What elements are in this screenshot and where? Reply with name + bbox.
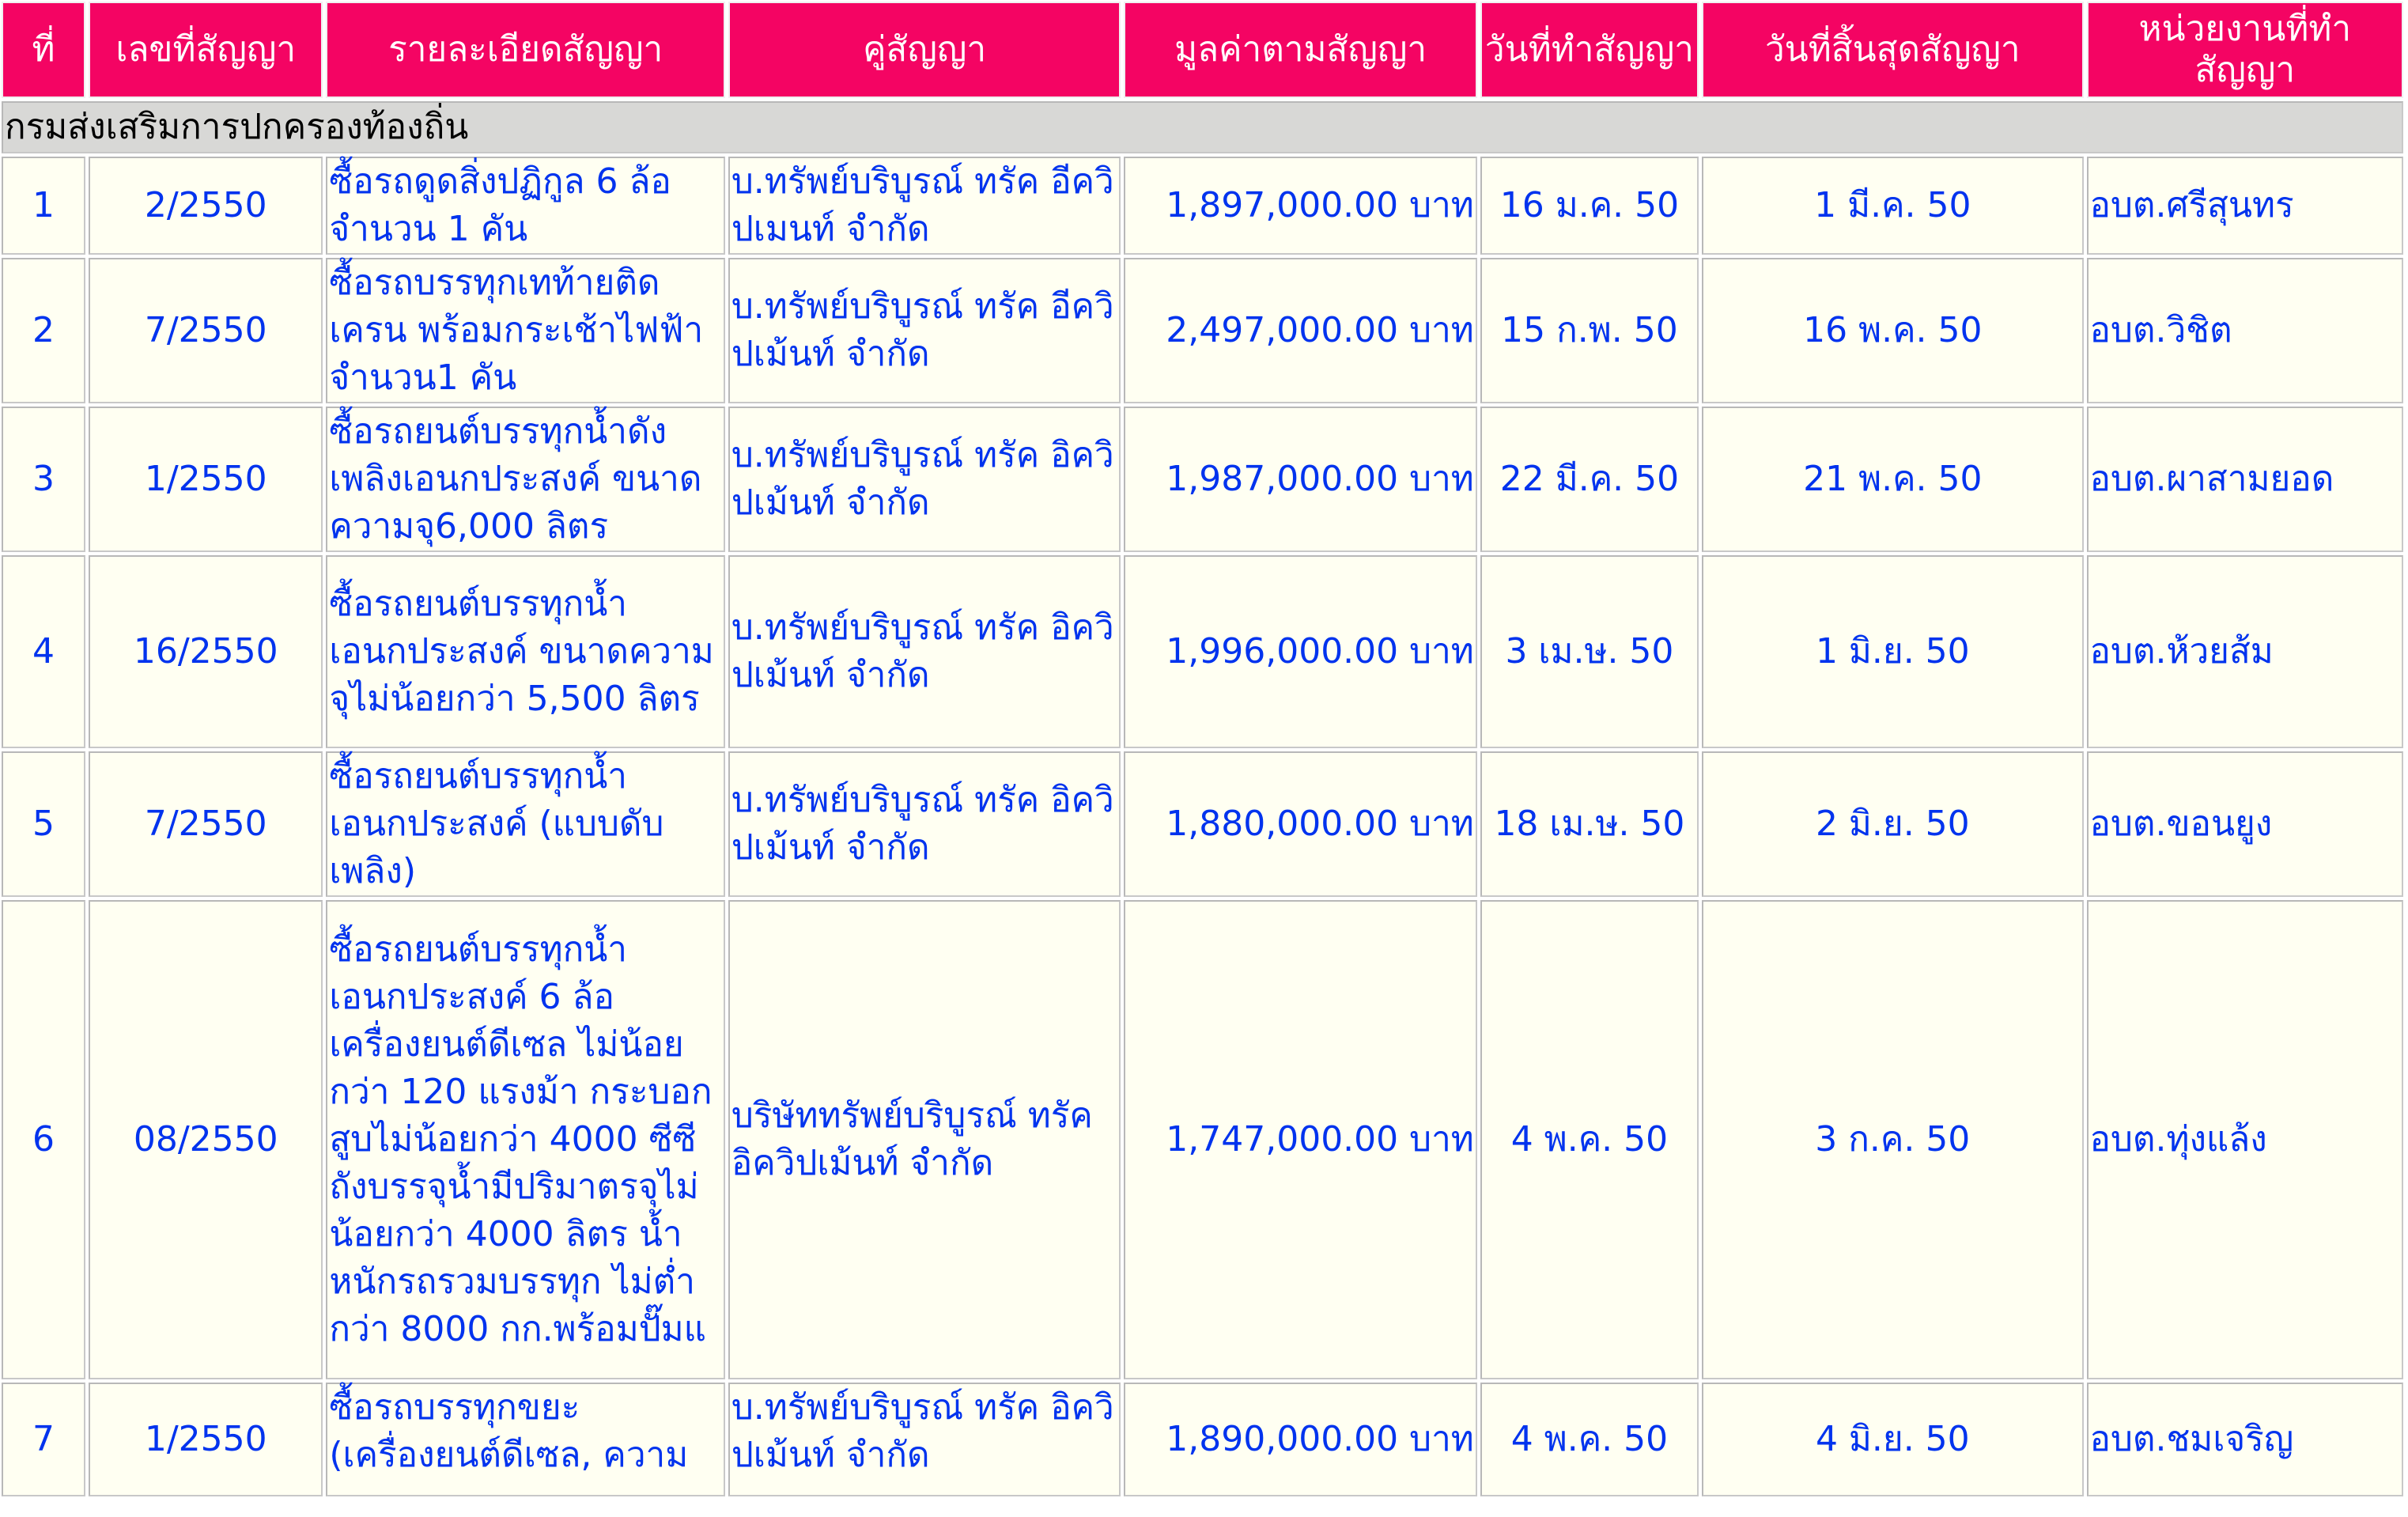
cell-contract-no: 16/2550	[89, 555, 323, 748]
cell-party: บ.ทรัพย์บริบูรณ์ ทรัค อิควิปเม้นท์ จำกัด	[728, 407, 1121, 552]
cell-value: 2,497,000.00 บาท	[1124, 258, 1476, 403]
table-row	[2, 407, 2403, 552]
cell-details: ซื้อรถยนต์บรรทุกน้ำเอนกประสงค์ 6 ล้อ เครื่องยนต์ดีเซล ไม่น้อยกว่า 120 แรงม้า กระบอกสูบไม่น้อยกว่า 4000 ซีซี ถังบรรจุน้ำมีปริมาตรจุไม่น้อยกว่า 4000 ลิตร น้ำหนักรถรวมบรรทุก ไม่ต่ำกว่า 8000 กก.พร้อมปั๊มแ	[326, 900, 725, 1379]
cell-value: 1,897,000.00 บาท	[1124, 157, 1476, 255]
cell-start-date: 15 ก.พ. 50	[1480, 258, 1699, 403]
cell-value: 1,747,000.00 บาท	[1124, 900, 1476, 1379]
cell-contract-no: 1/2550	[89, 407, 323, 552]
cell-contract-no: 7/2550	[89, 751, 323, 897]
cell-end-date: 21 พ.ค. 50	[1702, 407, 2083, 552]
cell-party: บ.ทรัพย์บริบูรณ์ ทรัค อีควิปเม้นท์ จำกัด	[728, 258, 1121, 403]
cell-end-date: 1 มี.ค. 50	[1702, 157, 2083, 255]
group-label: กรมส่งเสริมการปกครองท้องถิ่น	[2, 101, 2403, 153]
cell-party: บริษัททรัพย์บริบูรณ์ ทรัค อิควิปเม้นท์ จำกัด	[728, 900, 1121, 1379]
cell-value: 1,996,000.00 บาท	[1124, 555, 1476, 748]
cell-details: ซื้อรถยนต์บรรทุกน้ำดังเพลิงเอนกประสงค์ ขนาดความจุ6,000 ลิตร	[326, 407, 725, 552]
cell-contract-no: 1/2550	[89, 1383, 323, 1496]
cell-details: ซื้อรถยนต์บรรทุกน้ำเอนกประสงค์ ขนาดความจุไม่น้อยกว่า 5,500 ลิตร	[326, 555, 725, 748]
cell-contract-no: 7/2550	[89, 258, 323, 403]
table-row	[2, 555, 2403, 748]
cell-contract-no: 2/2550	[89, 157, 323, 255]
cell-party: บ.ทรัพย์บริบูรณ์ ทรัค อิควิปเม้นท์ จำกัด	[728, 555, 1121, 748]
header-party: คู่สัญญา	[728, 2, 1121, 98]
cell-start-date: 4 พ.ค. 50	[1480, 900, 1699, 1379]
table-row	[2, 900, 2403, 1379]
cell-end-date: 16 พ.ค. 50	[1702, 258, 2083, 403]
header-no: ที่	[2, 2, 85, 98]
cell-end-date: 2 มิ.ย. 50	[1702, 751, 2083, 897]
cell-no: 1	[2, 157, 85, 255]
header-details: รายละเอียดสัญญา	[326, 2, 725, 98]
cell-no: 2	[2, 258, 85, 403]
cell-no: 3	[2, 407, 85, 552]
cell-end-date: 1 มิ.ย. 50	[1702, 555, 2083, 748]
group-row	[2, 101, 2403, 153]
cell-party: บ.ทรัพย์บริบูรณ์ ทรัค อิควิปเม้นท์ จำกัด	[728, 751, 1121, 897]
cell-details: ซื้อรถบรรทุกเทท้ายติดเครน พร้อมกระเช้าไฟฟ้า จำนวน1 คัน	[326, 258, 725, 403]
header-row	[2, 2, 2403, 98]
cell-party: บ.ทรัพย์บริบูรณ์ ทรัค อีควิปเมนท์ จำกัด	[728, 157, 1121, 255]
header-start-date: วันที่ทำสัญญา	[1480, 2, 1699, 98]
header-contract-no: เลขที่สัญญา	[89, 2, 323, 98]
cell-details: ซื้อรถบรรทุกขยะ (เครื่องยนต์ดีเซล, ความ	[326, 1383, 725, 1496]
cell-start-date: 18 เม.ษ. 50	[1480, 751, 1699, 897]
cell-no: 6	[2, 900, 85, 1379]
cell-start-date: 22 มี.ค. 50	[1480, 407, 1699, 552]
cell-agency: อบต.ห้วยส้ม	[2087, 555, 2403, 748]
cell-start-date: 16 ม.ค. 50	[1480, 157, 1699, 255]
header-end-date: วันที่สิ้นสุดสัญญา	[1702, 2, 2083, 98]
cell-end-date: 3 ก.ค. 50	[1702, 900, 2083, 1379]
cell-contract-no: 08/2550	[89, 900, 323, 1379]
cell-start-date: 3 เม.ษ. 50	[1480, 555, 1699, 748]
cell-party: บ.ทรัพย์บริบูรณ์ ทรัค อิควิปเม้นท์ จำกัด	[728, 1383, 1121, 1496]
cell-agency: อบต.ทุ่งแล้ง	[2087, 900, 2403, 1379]
cell-agency: อบต.ศรีสุนทร	[2087, 157, 2403, 255]
cell-details: ซื้อรถดูดสิ่งปฏิกูล 6 ล้อ จำนวน 1 คัน	[326, 157, 725, 255]
cell-start-date: 4 พ.ค. 50	[1480, 1383, 1699, 1496]
cell-end-date: 4 มิ.ย. 50	[1702, 1383, 2083, 1496]
cell-value: 1,890,000.00 บาท	[1124, 1383, 1476, 1496]
cell-details: ซื้อรถยนต์บรรทุกน้ำเอนกประสงค์ (แบบดับเพลิง)	[326, 751, 725, 897]
cell-agency: อบต.ผาสามยอด	[2087, 407, 2403, 552]
table-row	[2, 1383, 2403, 1496]
header-value: มูลค่าตามสัญญา	[1124, 2, 1476, 98]
cell-agency: อบต.ชมเจริญ	[2087, 1383, 2403, 1496]
cell-agency: อบต.วิชิต	[2087, 258, 2403, 403]
table-row	[2, 157, 2403, 255]
cell-no: 5	[2, 751, 85, 897]
table-row	[2, 258, 2403, 403]
cell-agency: อบต.ขอนยูง	[2087, 751, 2403, 897]
cell-value: 1,987,000.00 บาท	[1124, 407, 1476, 552]
cell-value: 1,880,000.00 บาท	[1124, 751, 1476, 897]
cell-no: 7	[2, 1383, 85, 1496]
cell-no: 4	[2, 555, 85, 748]
table-row	[2, 751, 2403, 897]
header-agency: หน่วยงานที่ทำสัญญา	[2087, 2, 2403, 98]
